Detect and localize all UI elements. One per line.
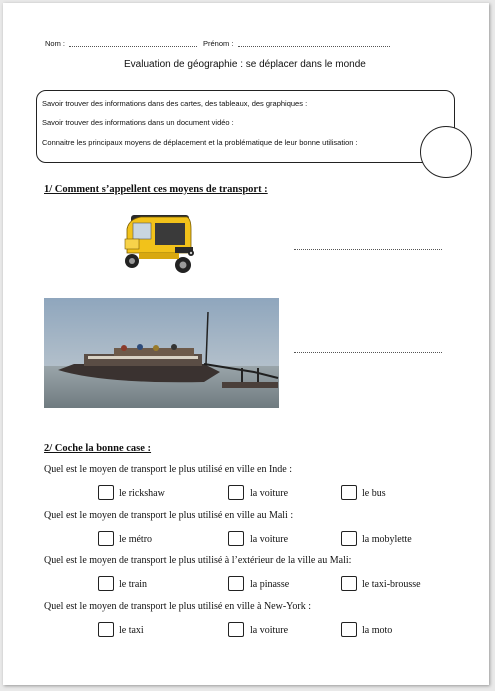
skill-item: Savoir trouver des informations dans un document vidéo : — [42, 118, 234, 127]
option-label: le rickshaw — [119, 488, 165, 499]
checkbox-mobylette[interactable] — [341, 531, 357, 546]
skill-item: Connaitre les principaux moyens de déplacement et la problématique de leur bonne utilisation : — [42, 138, 358, 147]
firstname-field[interactable] — [238, 38, 390, 47]
checkbox-voiture[interactable] — [228, 622, 244, 637]
name-label: Nom : — [45, 39, 66, 48]
option-label: le taxi — [119, 625, 144, 636]
option-label: le train — [119, 579, 148, 590]
checkbox-moto[interactable] — [341, 622, 357, 637]
skill-item: Savoir trouver des informations dans des cartes, des tableaux, des graphiques : — [42, 99, 308, 108]
auto-rickshaw-image — [117, 209, 197, 279]
checkbox-metro[interactable] — [98, 531, 114, 546]
option-label: la voiture — [250, 625, 289, 636]
option-label: la voiture — [250, 534, 289, 545]
option-label: la pinasse — [250, 579, 290, 590]
checkbox-taxi[interactable] — [98, 622, 114, 637]
option-label: la moto — [362, 625, 393, 636]
checkbox-bus[interactable] — [341, 485, 357, 500]
option-label: le bus — [362, 488, 386, 499]
section1-heading: 1/ Comment s’appellent ces moyens de transport : — [44, 184, 268, 195]
question-text: Quel est le moyen de transport le plus utilisé en ville en Inde : — [44, 464, 292, 475]
checkbox-train[interactable] — [98, 576, 114, 591]
question-text: Quel est le moyen de transport le plus utilisé en ville à New-York : — [44, 601, 311, 612]
option-label: la mobylette — [362, 534, 412, 545]
answer-line-1[interactable] — [294, 249, 442, 250]
name-field[interactable] — [69, 38, 197, 47]
page-title: Evaluation de géographie : se déplacer dans le monde — [124, 59, 366, 70]
option-label: le métro — [119, 534, 153, 545]
checkbox-rickshaw[interactable] — [98, 485, 114, 500]
checkbox-voiture[interactable] — [228, 485, 244, 500]
worksheet-page — [3, 3, 489, 685]
question-text: Quel est le moyen de transport le plus utilisé à l’extérieur de la ville au Mali: — [44, 555, 352, 566]
checkbox-voiture[interactable] — [228, 531, 244, 546]
grade-circle[interactable] — [420, 126, 472, 178]
option-label: la voiture — [250, 488, 289, 499]
answer-line-2[interactable] — [294, 352, 442, 353]
pinasse-boat-image — [44, 298, 279, 408]
question-text: Quel est le moyen de transport le plus utilisé en ville au Mali : — [44, 510, 294, 521]
checkbox-taxi-brousse[interactable] — [341, 576, 357, 591]
option-label: le taxi-brousse — [362, 579, 421, 590]
section2-heading: 2/ Coche la bonne case : — [44, 443, 152, 454]
checkbox-pinasse[interactable] — [228, 576, 244, 591]
firstname-label: Prénom : — [203, 39, 234, 48]
